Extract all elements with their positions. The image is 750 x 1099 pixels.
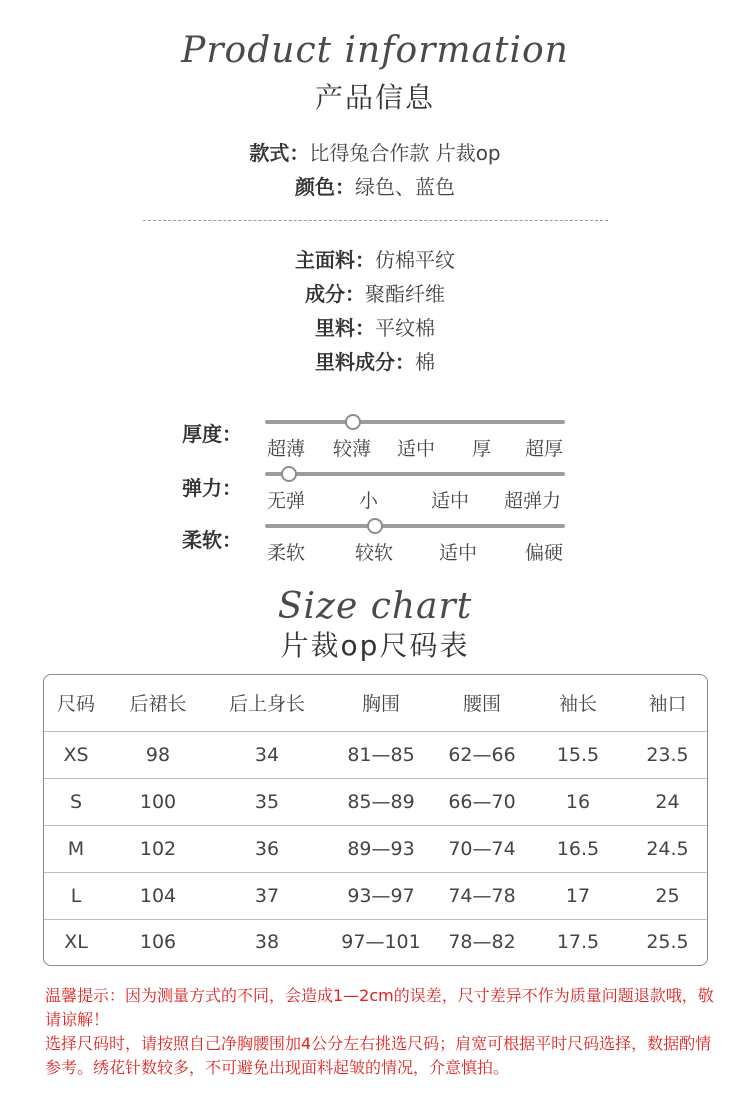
table-cell: 15.5 [528,731,628,778]
softness-track [265,524,565,528]
lining-label: 里料： [315,316,375,340]
table-cell: 25 [628,872,707,919]
elasticity-scale [0,472,750,518]
main-fabric-line [0,243,750,277]
table-cell: 106 [139,931,177,954]
thickness-tick: 超薄 [267,438,306,460]
table-cell: 98 [108,731,208,778]
thickness-knob [345,414,361,430]
softness-label: 柔软： [182,528,242,552]
header-cell: 尺码 [44,675,108,731]
table-row [44,872,707,919]
softness-knob [367,518,383,534]
style-line [0,136,750,170]
table-cell: L [44,872,108,919]
table-cell: 74—78 [436,872,528,919]
size-chart-script-title: Size chart [277,586,473,627]
table-cell: 62—66 [436,731,528,778]
thickness-label: 厚度： [182,422,242,446]
note-line-1: 温馨提示：因为测量方式的不同，会造成1—2cm的误差，尺寸差异不作为质量问题退款哦，敬请谅解！ [45,986,714,1029]
table-cell: 81—85 [326,731,436,778]
table-cell: 38 [254,931,280,954]
thickness-tick: 适中 [397,438,436,460]
table-cell: 16 [528,778,628,825]
elasticity-label: 弹力： [182,476,242,500]
table-row [44,778,707,825]
table-cell: 89—93 [326,825,436,872]
softness-tick: 偏硬 [525,542,564,564]
table-cell: 34 [208,731,326,778]
table-row [44,731,707,778]
elasticity-track [265,472,565,476]
table-cell: 93—97 [326,872,436,919]
table-row [44,825,707,872]
elasticity-tick: 超弹力 [504,490,562,512]
softness-scale [0,524,750,570]
elasticity-tick: 无弹 [267,490,306,512]
table-cell: 25.5 [646,931,689,954]
softness-tick: 较软 [355,542,394,564]
table-cell: 23.5 [628,731,707,778]
header-cell: 袖长 [528,675,628,731]
elasticity-tick: 小 [359,490,379,512]
product-info-title: 产品信息 [314,81,435,114]
thickness-track [265,420,565,424]
header-cell: 袖口 [628,675,707,731]
table-cell: 35 [208,778,326,825]
table-cell: 16.5 [528,825,628,872]
lining-value: 平纹棉 [375,316,435,340]
table-cell: 70—74 [436,825,528,872]
style-label: 款式： [249,141,310,165]
table-cell: S [44,778,108,825]
table-cell: M [44,825,108,872]
header-cell: 腰围 [436,675,528,731]
main-fabric-value: 仿棉平纹 [375,248,455,272]
dashed-divider [143,220,608,221]
size-note [45,984,725,1080]
table-cell: XL [64,931,88,954]
table-cell: 66—70 [436,778,528,825]
main-fabric-label: 主面料： [295,248,375,272]
table-cell: 85—89 [326,778,436,825]
table-cell: 36 [208,825,326,872]
table-header-row [44,675,707,731]
product-info-script-title: Product information [181,30,569,71]
table-cell: 78—82 [448,931,516,954]
color-label: 颜色： [295,175,355,199]
color-value: 绿色、蓝色 [355,175,455,199]
size-chart-title: 片裁op尺码表 [280,629,470,662]
table-cell: 102 [108,825,208,872]
table-cell: 100 [108,778,208,825]
table-cell: 24 [628,778,707,825]
thickness-tick: 厚 [472,438,492,460]
style-value: 比得兔合作款 片裁op [309,141,501,165]
lining-composition-label: 里料成分： [315,350,415,374]
header-cell: 后裙长 [108,675,208,731]
note-line-2: 选择尺码时，请按照自己净胸腰围加4公分左右挑选尺码；肩宽可根据平时尺码选择，数据酌情参考。绣花针数较多，不可避免出现面料起皱的情况，介意慎拍。 [45,1034,712,1077]
thickness-tick: 超厚 [525,438,564,460]
header-cell: 后上身长 [208,675,326,731]
header-cell: 胸围 [326,675,436,731]
table-cell: 97—101 [341,931,421,954]
table-cell: 17 [528,872,628,919]
thickness-scale [0,420,750,466]
lining-composition-line [0,345,750,379]
composition-line [0,277,750,311]
table-cell: 17.5 [556,931,600,954]
table-row [44,919,707,965]
composition-value: 聚酯纤维 [365,282,445,306]
lining-composition-value: 棉 [415,350,435,374]
softness-tick: 适中 [439,542,478,564]
table-cell: 37 [208,872,326,919]
table-cell: 24.5 [628,825,707,872]
color-line [0,170,750,204]
composition-label: 成分： [305,282,365,306]
table-cell: XS [44,731,108,778]
table-cell: 104 [108,872,208,919]
thickness-tick: 较薄 [333,438,372,460]
lining-line [0,311,750,345]
elasticity-knob [281,466,297,482]
softness-tick: 柔软 [267,542,306,564]
size-table [43,674,708,966]
elasticity-tick: 适中 [431,490,470,512]
